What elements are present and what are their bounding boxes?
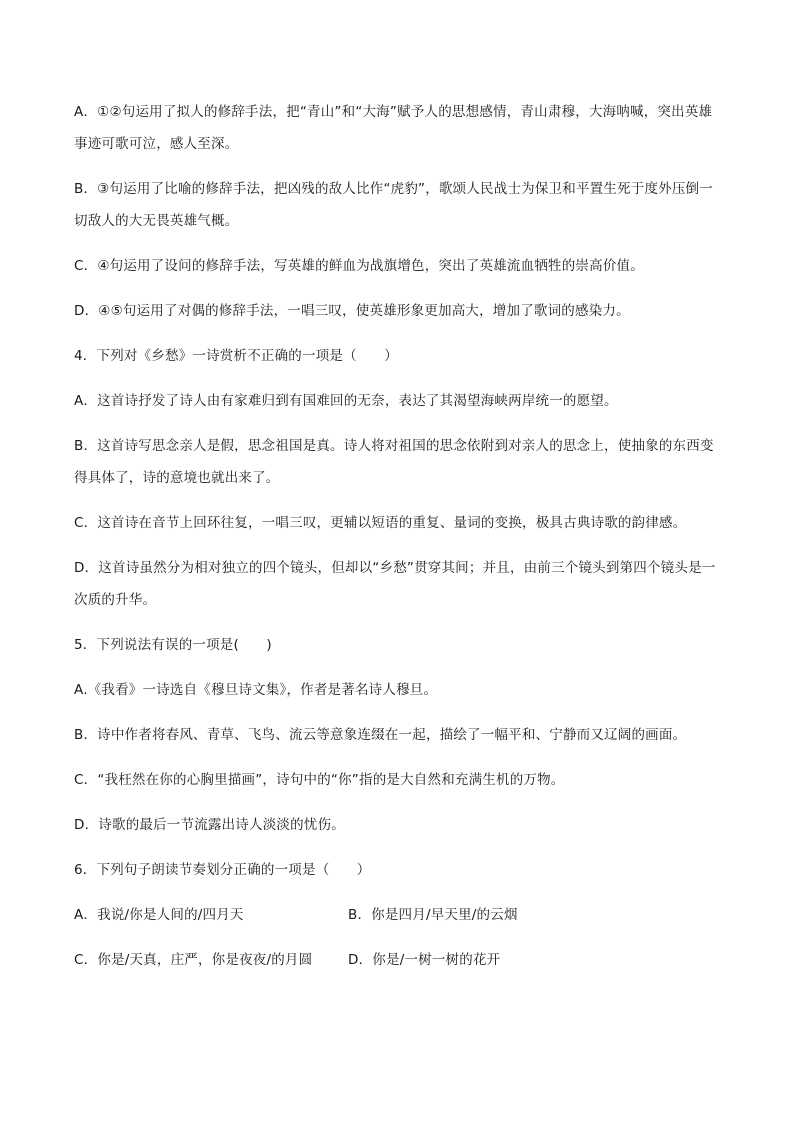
q4-option-b (74, 430, 724, 494)
q6-option-d: D．你是/一树一树的花开 (348, 952, 501, 968)
q3-option-b (74, 173, 724, 237)
option-text-line: C．“我枉然在你的心胸里描画”，诗句中的“你”指的是大自然和充满生机的万物。 (74, 772, 565, 788)
option-text-line: A．这首诗抒发了诗人由有家难归到有国难回的无奈，表达了其渴望海峡两岸统一的愿望。 (74, 393, 618, 409)
q4-option-a (74, 385, 724, 417)
option-text-line: 切敌人的大无畏英雄气概。 (74, 213, 239, 229)
option-text-line: C．④句运用了设问的修辞手法，写英雄的鲜血为战旗增色，突出了英雄流血牺牲的崇高价值。 (74, 258, 644, 274)
option-text-line: C．这首诗在音节上回环往复，一唱三叹，更辅以短语的重复、量词的变换，极具古典诗歌的韵律感。 (74, 515, 687, 531)
question-stem: 6．下列句子朗读节奏划分正确的一项是（ ） (74, 862, 371, 878)
option-text-line: D．④⑤句运用了对偶的修辞手法，一唱三叹，使英雄形象更加高大，增加了歌词的感染力。 (74, 303, 630, 319)
q3-option-c (74, 250, 724, 282)
q3-option-d (74, 295, 724, 327)
q6-option-a: A．我说/你是人间的/四月天 (74, 907, 244, 923)
q6-options-row-2 (74, 944, 724, 976)
q4-option-d (74, 552, 724, 616)
q4-option-c (74, 507, 724, 539)
option-text-line: 事迹可歌可泣，感人至深。 (74, 136, 239, 152)
option-text-line: B．③句运用了比喻的修辞手法，把凶残的敌人比作“虎豹”，歌颂人民战士为保卫和平置生死于度外压倒一 (74, 181, 713, 197)
option-text-line: 次质的升华。 (74, 592, 157, 608)
option-text-line: A.《我看》一诗选自《穆旦诗文集》，作者是著名诗人穆旦。 (74, 682, 438, 698)
option-text-line: A．①②句运用了拟人的修辞手法，把“青山”和“大海”赋予人的思想感情，青山肃穆，大海呐喊，突出英雄 (74, 104, 713, 120)
q5-option-c (74, 764, 724, 796)
exam-page (74, 96, 724, 989)
q6-option-c: C．你是/天真，庄严，你是夜夜/的月圆 (74, 952, 313, 968)
q3-option-a (74, 96, 724, 160)
q6-option-b: B．你是四月/早天里/的云烟 (348, 907, 518, 923)
q6-options-row-1 (74, 899, 724, 931)
question-stem: 5．下列说法有误的一项是( ) (74, 637, 272, 653)
option-text-line: D．这首诗虽然分为相对独立的四个镜头，但却以“乡愁”贯穿其间；并且，由前三个镜头到第四个镜头是一 (74, 560, 716, 576)
option-text-line: D．诗歌的最后一节流露出诗人淡淡的忧伤。 (74, 817, 345, 833)
q4-stem (74, 340, 724, 372)
option-text-line: B．诗中作者将春风、青草、飞鸟、流云等意象连缀在一起，描绘了一幅平和、宁静而又辽阔的画面。 (74, 727, 687, 743)
option-text-line: 得具体了，诗的意境也就出来了。 (74, 470, 280, 486)
q5-option-b (74, 719, 724, 751)
q5-option-a (74, 674, 724, 706)
q5-option-d (74, 809, 724, 841)
question-stem: 4．下列对《乡愁》一诗赏析不正确的一项是（ ） (74, 348, 398, 364)
q6-stem (74, 854, 724, 886)
q5-stem (74, 629, 724, 661)
option-text-line: B．这首诗写思念亲人是假，思念祖国是真。诗人将对祖国的思念依附到对亲人的思念上，使抽象的东西变 (74, 438, 714, 454)
